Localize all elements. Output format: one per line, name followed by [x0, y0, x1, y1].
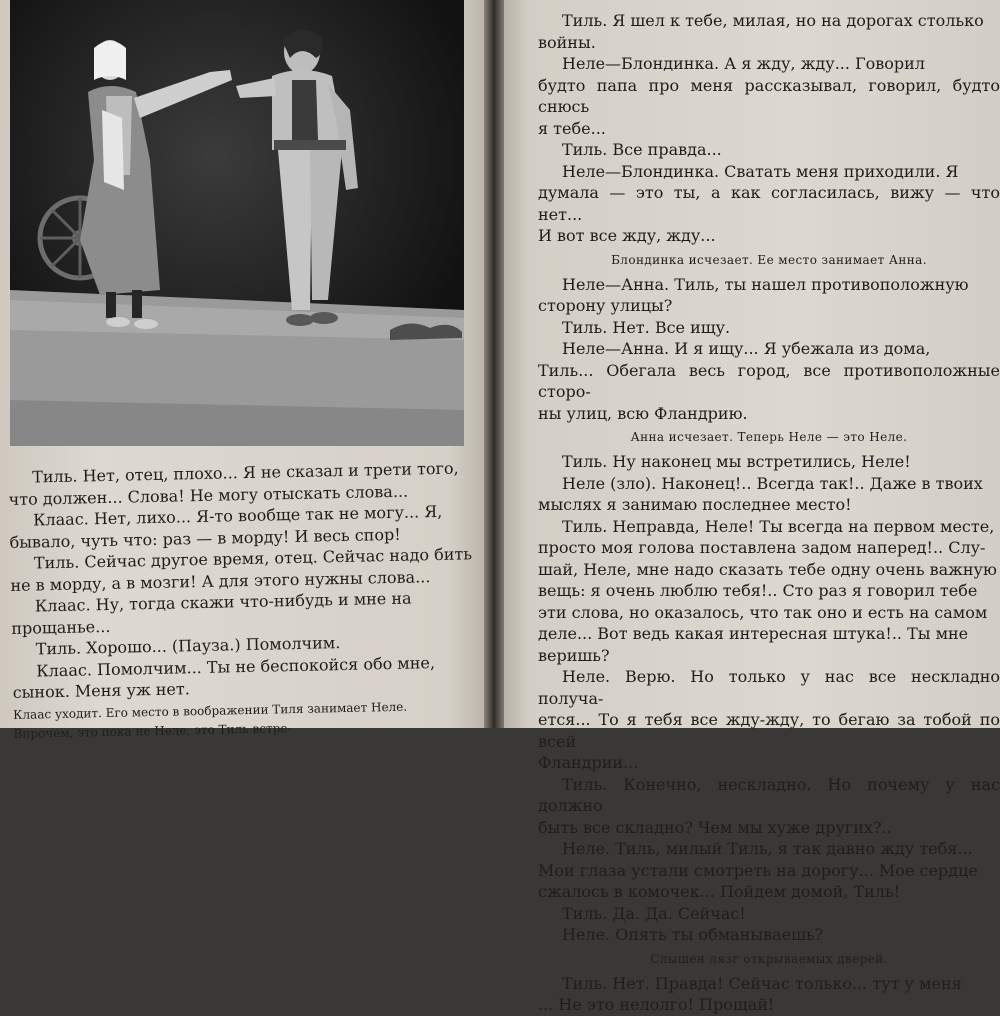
text-line: бывало, чуть что: раз — в морду! И весь спор! — [9, 524, 401, 552]
text-line: думала — это ты, а как согласилась, вижу — что нет... — [538, 183, 1000, 224]
text-line: Неле. Верю. Но только у нас все нескладно получа- — [538, 667, 1000, 708]
text-line: Тиль. Нет. Все ищу. — [562, 317, 731, 337]
text-line: быть все складно? Чем мы хуже других?.. — [538, 817, 892, 837]
text-line: сжалось в комочек... Пойдем домой, Тиль! — [538, 882, 901, 901]
text-line: Тиль. Неправда, Неле! Ты всегда на первом месте, — [562, 516, 995, 536]
text-line: Тиль. Хорошо... (Пауза.) Помолчим. — [35, 633, 341, 659]
stage-direction-line: Анна исчезает. Теперь Неле — это Неле. — [630, 430, 908, 444]
text-line: Тиль. Конечно, нескладно. Но почему у нас должно — [538, 774, 1000, 815]
text-line: не в морду, а в мозги! А для этого нужны слова... — [10, 566, 431, 595]
text-line: ется... То я тебя все жду-жду, то бегаю за тобой по всей — [538, 710, 1000, 751]
text-line: вещь: я очень люблю тебя!.. Сто раз я говорил тебе — [538, 581, 978, 600]
stage-direction-line: Слышен лязг открываемых дверей. — [650, 951, 888, 966]
text-line: Неле—Анна. И я ищу... Я убежала из дома, — [562, 339, 931, 358]
text-line: сторону улицы? — [538, 296, 673, 315]
left-text-column — [8, 457, 476, 742]
text-line: Клаас. Нет, лихо... Я-то вообще так не могу... Я, — [32, 501, 443, 530]
text-line: Фландрии... — [538, 753, 639, 772]
text-line: Неле—Блондинка. Сватать меня приходили. Я — [562, 161, 959, 181]
text-line: прощанье... — [11, 616, 111, 638]
stage-photo-illustration — [10, 0, 464, 446]
stage-direction-line: Клаас уходит. Его место в воображении Тиля занимает Неле. — [13, 699, 408, 722]
text-line: деле... Вот ведь какая интересная штука!.. Ты мне — [538, 624, 969, 643]
text-line: Тиль. Нет. Правда! Сейчас только... тут у меня — [562, 973, 962, 993]
text-line: войны. — [538, 32, 596, 52]
text-line: просто моя голова поставлена задом наперед!.. Слу- — [538, 538, 986, 557]
text-line: Неле—Блондинка. А я жду, жду... Говорил — [562, 54, 925, 73]
text-line: Тиль. Все правда... — [562, 140, 722, 159]
text-line: веришь? — [538, 645, 610, 665]
text-line: что должен... Слова! Не могу отыскать слова... — [8, 481, 409, 509]
text-line: шай, Неле, мне надо сказать тебе одну очень важную — [538, 559, 997, 579]
text-line: мыслях я занимаю последнее место! — [538, 495, 852, 514]
text-line: Клаас. Ну, тогда скажи что-нибудь и мне на — [34, 588, 412, 616]
stage-photo — [10, 0, 464, 446]
text-line: Тиль. Нет, отец, плохо... Я не сказал и трети того, — [32, 458, 459, 487]
text-line: Неле. Тиль, милый Тиль, я так давно жду тебя... — [562, 839, 973, 858]
text-line: И вот все жду, жду... — [538, 226, 716, 245]
left-page — [0, 0, 488, 741]
text-line: Тиль. Сейчас другое время, отец. Сейчас надо бить — [33, 544, 473, 573]
right-text-column — [538, 10, 1000, 1016]
text-line: Клаас. Помолчим... Ты не беспокойся обо мне, — [36, 652, 436, 680]
text-line: эти слова, но оказалось, что так оно и есть на самом — [538, 602, 988, 622]
text-line: будто папа про меня рассказывал, говорил, будто снюсь — [538, 75, 1000, 116]
text-line: я тебе... — [538, 118, 606, 138]
text-line: Тиль. Ну наконец мы встретились, Неле! — [562, 452, 911, 471]
text-line: Мои глаза устали смотреть на дорогу... Мое сердце — [538, 860, 978, 880]
stage-direction-line: Блондинка исчезает. Ее место занимает Анна. — [611, 252, 927, 267]
text-line: Тиль. Да. Да. Сейчас! — [562, 903, 746, 923]
text-line: ны улиц, всю Фландрию. — [538, 403, 748, 423]
text-line: ... Не это нелолго! Прощай! — [538, 995, 775, 1014]
text-line: Неле—Анна. Тиль, ты нашел противоположную — [562, 274, 969, 294]
text-line: Тиль. Я шел к тебе, милая, но на дорогах столько — [562, 11, 984, 30]
text-line: Неле. Опять ты обманываешь? — [562, 925, 824, 944]
text-line: Тиль... Обегала весь город, все противоположные сторо- — [538, 360, 1000, 401]
book-gutter — [484, 0, 504, 728]
text-line: Неле (зло). Наконец!.. Всегда так!.. Даже в твоих — [562, 473, 983, 493]
stage-direction-line: Впрочем, это пока не Неле, это Тиль встре- — [13, 721, 292, 741]
text-line: сынок. Меня уж нет. — [12, 679, 191, 702]
